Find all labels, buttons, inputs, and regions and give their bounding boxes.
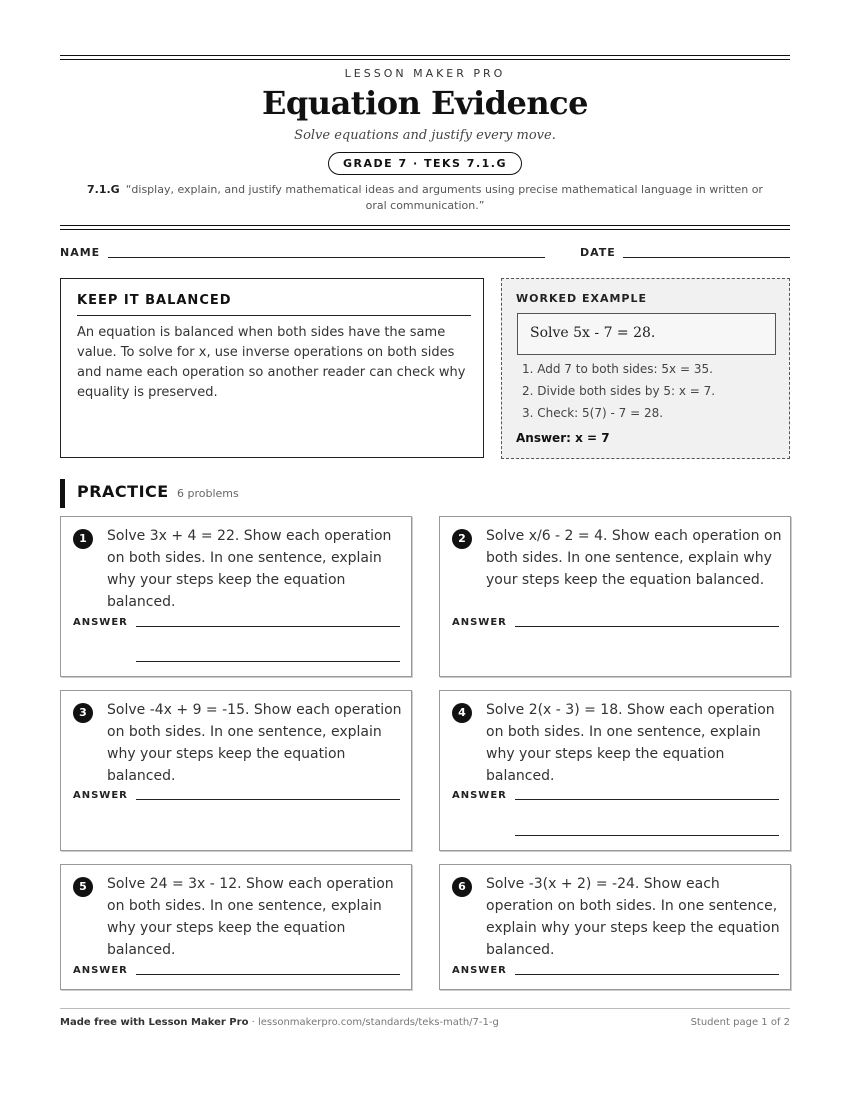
worked-example-box xyxy=(501,278,790,459)
problem-number-badge: 5 xyxy=(73,877,93,897)
answer-line[interactable] xyxy=(515,974,779,975)
problem-card-6 xyxy=(439,864,791,990)
answer-line[interactable] xyxy=(515,626,779,627)
problem-prompt: Solve 3x + 4 = 22. Show each operation on both sides. In one sentence, explain why your steps keep the equation balanced. xyxy=(107,528,392,610)
problem-prompt: Solve x/6 - 2 = 4. Show each operation on both sides. In one sentence, explain why your steps keep the equation balanced. xyxy=(486,528,782,588)
problem-prompt: Solve -3(x + 2) = -24. Show each operation on both sides. In one sentence, explain why your steps keep the equation balanced. xyxy=(486,876,780,958)
problem-number-badge: 2 xyxy=(452,529,472,549)
brand-name: LESSON MAKER PRO xyxy=(344,67,506,80)
answer-line[interactable] xyxy=(136,799,400,800)
problem-prompt: Solve -4x + 9 = -15. Show each operation on both sides. In one sentence, explain why your steps keep the equation balanced. xyxy=(107,702,402,784)
standard-text: “display, explain, and justify mathematical ideas and arguments using precise mathematical language in written or oral communication.” xyxy=(125,183,763,212)
keep-balanced-rule xyxy=(77,315,471,316)
page-title: Equation Evidence xyxy=(262,84,588,122)
footer-made-with: Made free with Lesson Maker Pro xyxy=(60,1017,249,1028)
footer-credit xyxy=(60,1017,499,1028)
name-label: NAME xyxy=(60,246,101,259)
problem-number-badge: 6 xyxy=(452,877,472,897)
answer-label: ANSWER xyxy=(452,790,507,801)
worked-example-step: 3. Check: 5(7) - 7 = 28. xyxy=(522,406,664,420)
answer-label: ANSWER xyxy=(73,790,128,801)
problem-card-2 xyxy=(439,516,791,677)
answer-label: ANSWER xyxy=(452,617,507,628)
grade-badge-wrap xyxy=(0,152,850,175)
worked-example-step: 1. Add 7 to both sides: 5x = 35. xyxy=(522,362,713,376)
date-label: DATE xyxy=(580,246,616,259)
practice-heading: PRACTICE xyxy=(77,482,169,501)
page-subtitle: Solve equations and justify every move. xyxy=(294,128,556,143)
name-field[interactable] xyxy=(108,257,545,258)
keep-balanced-text: An equation is balanced when both sides have the same value. To solve for x, use inverse operations on both sides and name each operation so another reader can check why equality is preserved. xyxy=(77,325,466,400)
answer-line[interactable] xyxy=(515,835,779,836)
standard-description xyxy=(80,182,770,214)
date-field[interactable] xyxy=(623,257,790,258)
worked-example-equation: Solve 5x - 7 = 28. xyxy=(517,313,776,355)
problem-number-badge: 1 xyxy=(73,529,93,549)
answer-line[interactable] xyxy=(515,799,779,800)
practice-accent-bar xyxy=(60,479,65,508)
problem-number-badge: 3 xyxy=(73,703,93,723)
problem-card-5 xyxy=(60,864,412,990)
footer-url[interactable]: · lessonmakerpro.com/standards/teks-math/7-1-g xyxy=(248,1017,499,1028)
answer-line[interactable] xyxy=(136,974,400,975)
keep-balanced-box xyxy=(60,278,484,458)
name-date-bar xyxy=(60,246,790,262)
worked-example-heading: WORKED EXAMPLE xyxy=(516,292,647,305)
worked-example-answer: Answer: x = 7 xyxy=(516,431,610,445)
worked-example-step: 2. Divide both sides by 5: x = 7. xyxy=(522,384,716,398)
problem-card-3 xyxy=(60,690,412,851)
problem-card-4 xyxy=(439,690,791,851)
keep-balanced-heading: KEEP IT BALANCED xyxy=(77,293,232,308)
header-bottom-rule xyxy=(60,225,790,230)
practice-count: 6 problems xyxy=(177,487,239,500)
footer-rule xyxy=(60,1008,790,1009)
answer-label: ANSWER xyxy=(73,617,128,628)
problem-number-badge: 4 xyxy=(452,703,472,723)
footer-page-number: Student page 1 of 2 xyxy=(690,1017,790,1028)
grade-badge: GRADE 7 · TEKS 7.1.G xyxy=(328,152,522,175)
problem-prompt: Solve 2(x - 3) = 18. Show each operation on both sides. In one sentence, explain why your steps keep the equation balanced. xyxy=(486,702,775,784)
header-top-rule xyxy=(60,55,790,60)
standard-code: 7.1.G xyxy=(87,183,120,196)
problem-card-1 xyxy=(60,516,412,677)
answer-line[interactable] xyxy=(136,626,400,627)
answer-line[interactable] xyxy=(136,661,400,662)
problem-prompt: Solve 24 = 3x - 12. Show each operation on both sides. In one sentence, explain why your steps keep the equation balanced. xyxy=(107,876,394,958)
answer-label: ANSWER xyxy=(73,965,128,976)
answer-label: ANSWER xyxy=(452,965,507,976)
